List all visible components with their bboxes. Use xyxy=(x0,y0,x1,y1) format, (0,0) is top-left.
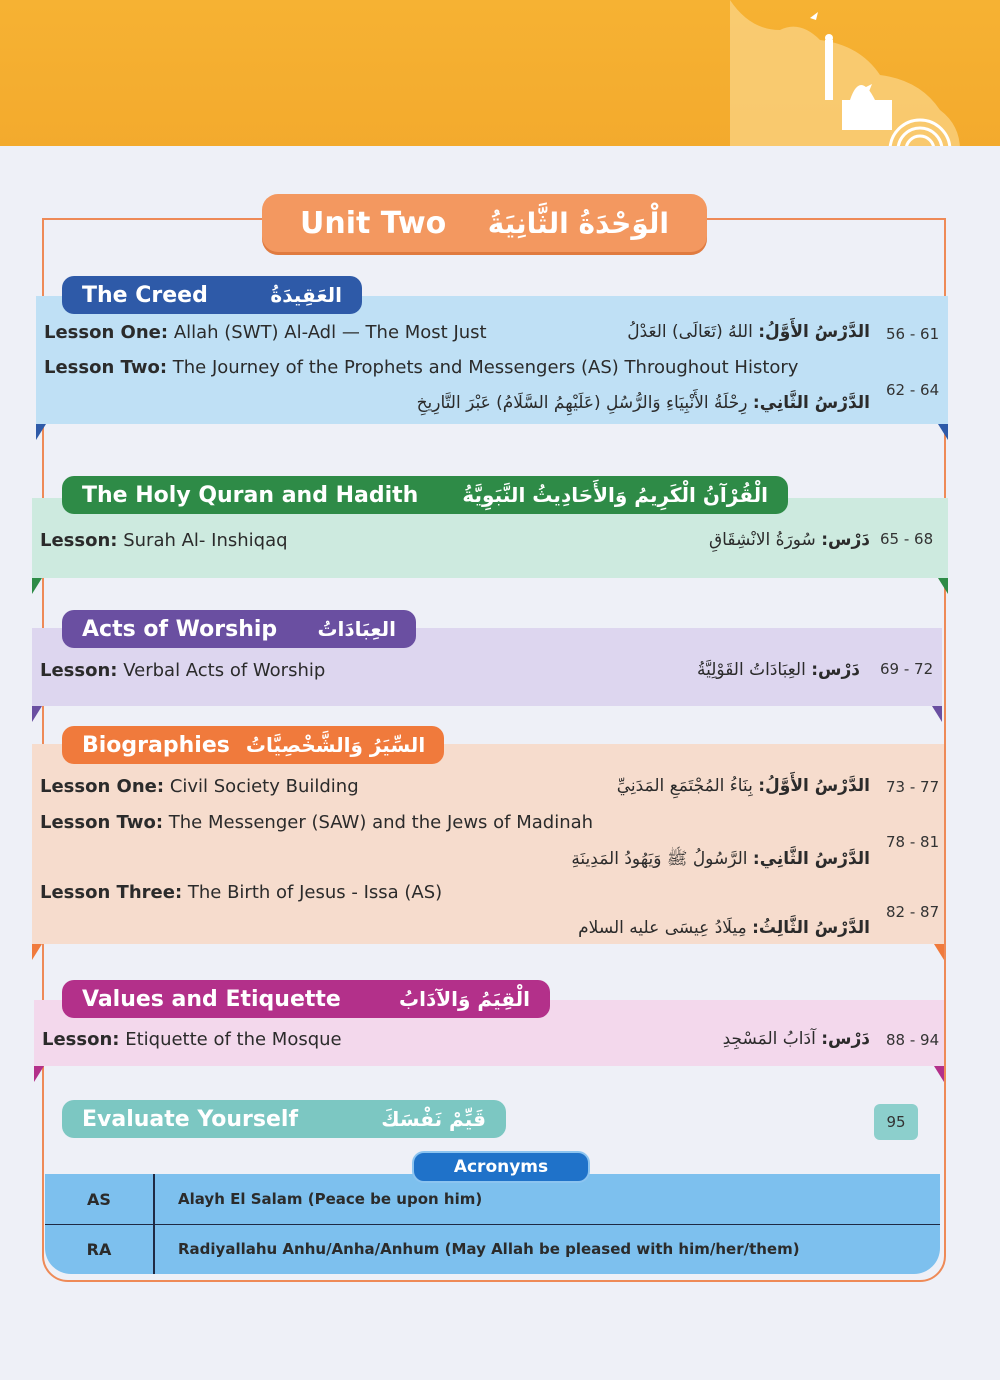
values-tail-left xyxy=(34,1066,44,1082)
bio-lesson2-ar[interactable]: الدَّرْسُ الثَّانِي: الرَّسُولُ ﷺ وَيَهُودُ المَدِينَةِ xyxy=(571,849,870,869)
bio-lesson1-pages: 73 - 77 xyxy=(886,778,940,796)
acronyms-table xyxy=(45,1174,940,1274)
bio-band xyxy=(32,744,944,944)
creed-heading[interactable] xyxy=(62,276,362,314)
acronym-definition: Alayh El Salam (Peace be upon him) xyxy=(178,1190,483,1208)
bio-lesson1-en[interactable]: Lesson One: Civil Society Building xyxy=(40,776,359,797)
creed-lesson1-en[interactable]: Lesson One: Allah (SWT) Al-Adl — The Most Just xyxy=(44,322,487,343)
acronym-row xyxy=(45,1224,940,1274)
values-lesson1-ar[interactable]: دَرْس: آدَابُ المَسْجِدِ xyxy=(722,1029,870,1049)
bio-lesson2-en[interactable]: Lesson Two: The Messenger (SAW) and the Jews of Madinah xyxy=(40,812,594,833)
values-lesson1-en[interactable]: Lesson: Etiquette of the Mosque xyxy=(42,1029,342,1050)
worship-heading-en: Acts of Worship xyxy=(82,616,278,642)
bio-lesson3-ar[interactable]: الدَّرْسُ الثَّالِثُ: مِيلَادُ عِيسَى عليه السلام xyxy=(578,918,870,938)
bio-heading[interactable] xyxy=(62,726,444,764)
unit-title-en: Unit Two xyxy=(300,205,447,241)
quran-heading-ar: الْقُرْآنُ الْكَرِيمُ وَالأَحَادِيثُ النَّبَوِيَّةُ xyxy=(462,483,768,507)
bio-tail-right xyxy=(934,944,944,960)
acronym-abbr: AS xyxy=(87,1189,111,1209)
bio-lesson3-pages: 82 - 87 xyxy=(886,903,940,921)
quran-heading[interactable] xyxy=(62,476,788,514)
worship-tail-right xyxy=(932,706,942,722)
quran-lesson1-ar[interactable]: دَرْس: سُورَةُ الانْشِقَاقِ xyxy=(708,530,870,550)
quran-tail-right xyxy=(938,578,948,594)
worship-heading[interactable] xyxy=(62,610,416,648)
creed-heading-ar: العَقِيدَةُ xyxy=(270,283,342,307)
evaluate-heading-ar: قَيِّمْ نَفْسَكَ xyxy=(381,1107,486,1131)
acronym-definition: Radiyallahu Anhu/Anha/Anhum (May Allah be pleased with him/her/them) xyxy=(178,1240,800,1258)
bio-lesson3-en[interactable]: Lesson Three: The Birth of Jesus - Issa (AS) xyxy=(40,882,443,903)
evaluate-heading[interactable] xyxy=(62,1100,506,1138)
unit-title xyxy=(262,194,707,252)
bio-tail-left xyxy=(32,944,42,960)
values-tail-right xyxy=(934,1066,944,1082)
values-heading-en: Values and Etiquette xyxy=(82,986,341,1012)
creed-lesson1-ar[interactable]: الدَّرْسُ الأَوَّلُ: اللهُ (تَعَالَى) العَدْلُ xyxy=(627,322,870,342)
values-heading[interactable] xyxy=(62,980,550,1018)
worship-tail-left xyxy=(32,706,42,722)
creed-lesson2-ar[interactable]: الدَّرْسُ الثَّانِي: رِحْلَةُ الأَنْبِيَاءِ وَالرُّسُلِ (عَلَيْهِمُ السَّلَامُ) عَبْرَ التَّارِيخِ xyxy=(416,393,870,413)
worship-lesson1-en[interactable]: Lesson: Verbal Acts of Worship xyxy=(40,660,326,681)
evaluate-heading-en: Evaluate Yourself xyxy=(82,1106,299,1132)
worship-heading-ar: العِبَادَاتُ xyxy=(317,617,396,641)
acronym-abbr: RA xyxy=(86,1239,112,1259)
values-lesson1-pages: 88 - 94 xyxy=(886,1031,940,1049)
bio-heading-ar: السِّيَرُ وَالشَّخْصِيَّاتُ xyxy=(245,733,426,757)
creed-lesson2-en[interactable]: Lesson Two: The Journey of the Prophets and Messengers (AS) Throughout History xyxy=(44,357,799,378)
creed-tail-left xyxy=(36,424,46,440)
creed-heading-en: The Creed xyxy=(82,282,208,308)
creed-lesson2-pages: 62 - 64 xyxy=(886,381,940,399)
quran-lesson1-pages: 65 - 68 xyxy=(880,530,934,548)
quran-tail-left xyxy=(32,578,42,594)
bio-lesson2-pages: 78 - 81 xyxy=(886,833,940,851)
quran-heading-en: The Holy Quran and Hadith xyxy=(82,482,419,508)
worship-lesson1-ar[interactable]: دَرْس: العِبَادَاتُ القَوْلِيَّةُ xyxy=(696,660,860,680)
quran-lesson1-en[interactable]: Lesson: Surah Al- Inshiqaq xyxy=(40,530,288,551)
acronyms-title: Acronyms xyxy=(412,1151,590,1183)
unit-title-ar: الْوَحْدَةُ الثَّانِيَةُ xyxy=(487,206,669,240)
evaluate-pages: 95 xyxy=(874,1104,918,1140)
header-divider xyxy=(0,146,1000,176)
creed-lesson1-pages: 56 - 61 xyxy=(886,325,940,343)
worship-lesson1-pages: 69 - 72 xyxy=(880,660,934,678)
values-heading-ar: الْقِيَمُ وَالآدَابُ xyxy=(399,987,530,1011)
creed-tail-right xyxy=(938,424,948,440)
mosque-illustration xyxy=(730,0,960,150)
bio-heading-en: Biographies xyxy=(82,732,230,758)
bio-lesson1-ar[interactable]: الدَّرْسُ الأَوَّلُ: بِنَاءُ المُجْتَمَعِ المَدَنِيِّ xyxy=(616,776,870,796)
